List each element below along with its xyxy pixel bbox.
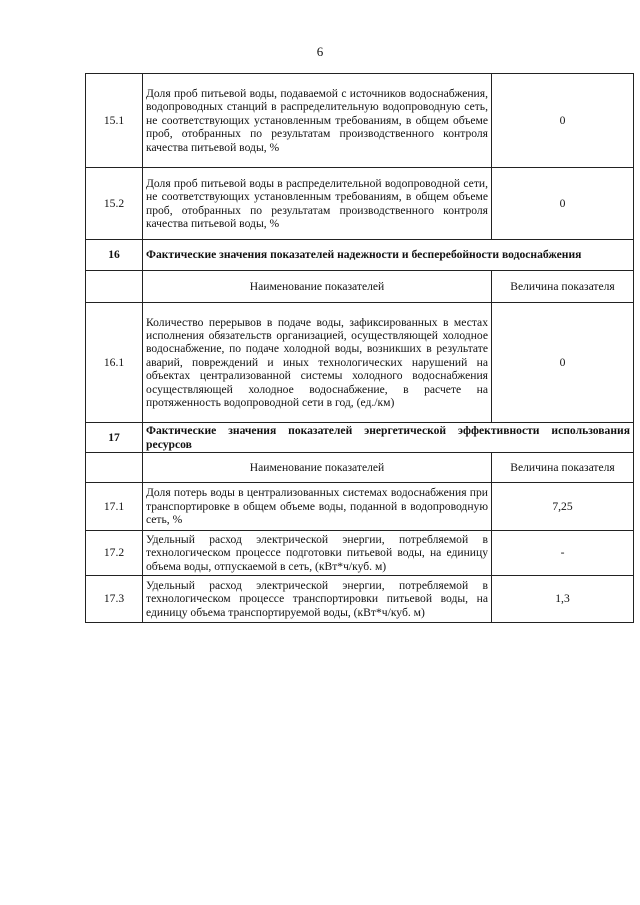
page-number: 6: [316, 44, 324, 59]
row-number: 15.2: [86, 168, 143, 240]
row-number: 16.1: [86, 303, 143, 423]
section-number: 17: [86, 423, 143, 453]
indicator-value: 1,3: [492, 576, 634, 623]
indicator-name: Удельный расход электрической энергии, потребляемой в технологическом процессе подготовки питьевой воды, на единицу объема воды, отпускаемой в сеть, (кВт*ч/куб. м): [143, 531, 492, 576]
row-number: 17.3: [86, 576, 143, 623]
table-row: [86, 531, 634, 576]
indicator-name: Удельный расход электрической энергии, потребляемой в технологическом процессе транспортировки питьевой воды, на единицу объема транспортируемой воды, (кВт*ч/куб. м): [143, 576, 492, 623]
indicator-value: 0: [492, 303, 634, 423]
indicators-table: [85, 73, 634, 623]
indicator-name: Количество перерывов в подаче воды, зафиксированных в местах исполнения обязательств организацией, осуществляющей холодное водоснабжение, по подаче холодной воды, возникших в результате аварий, повреждений и иных технологических нарушений на объектах централизованной системы холодного водоснабжения осуществляющей холодное водоснабжение, в расчете на протяженность водопроводной сети в год, (ед./км): [143, 303, 492, 423]
header-blank-cell: [86, 271, 143, 303]
table-row: [86, 74, 634, 168]
column-header-value: Величина показателя: [492, 453, 634, 483]
column-header-row: [86, 271, 634, 303]
table-row: [86, 483, 634, 531]
column-header-value: Величина показателя: [492, 271, 634, 303]
row-number: 17.2: [86, 531, 143, 576]
section-number: 16: [86, 240, 143, 271]
column-header-row: [86, 453, 634, 483]
indicator-name: Доля потерь воды в централизованных системах водоснабжения при транспортировке в общем объеме воды, поданной в водопроводную сеть, %: [143, 483, 492, 531]
section-row: [86, 423, 634, 453]
indicator-value: 0: [492, 168, 634, 240]
column-header-name: Наименование показателей: [143, 453, 492, 483]
table-row: [86, 168, 634, 240]
indicator-name: Доля проб питьевой воды в распределительной водопроводной сети, не соответствующих установленным требованиям, в общем объеме проб, отобранных по результатам производственного контроля качества питьевой воды, %: [143, 168, 492, 240]
indicator-value: 0: [492, 74, 634, 168]
section-title: Фактические значения показателей энергетической эффективности использования ресурсов: [143, 423, 634, 453]
table-row: [86, 576, 634, 623]
section-row: [86, 240, 634, 271]
row-number: 17.1: [86, 483, 143, 531]
header-blank-cell: [86, 453, 143, 483]
row-number: 15.1: [86, 74, 143, 168]
column-header-name: Наименование показателей: [143, 271, 492, 303]
indicator-value: 7,25: [492, 483, 634, 531]
table-row: [86, 303, 634, 423]
indicator-value: -: [492, 531, 634, 576]
indicator-name: Доля проб питьевой воды, подаваемой с источников водоснабжения, водопроводных станций в распределительную водопроводную сеть, не соответствующих установленным требованиям, в общем объеме проб, отобранных по результатам производственного контроля качества питьевой воды, %: [143, 74, 492, 168]
section-title: Фактические значения показателей надежности и бесперебойности водоснабжения: [143, 240, 634, 271]
